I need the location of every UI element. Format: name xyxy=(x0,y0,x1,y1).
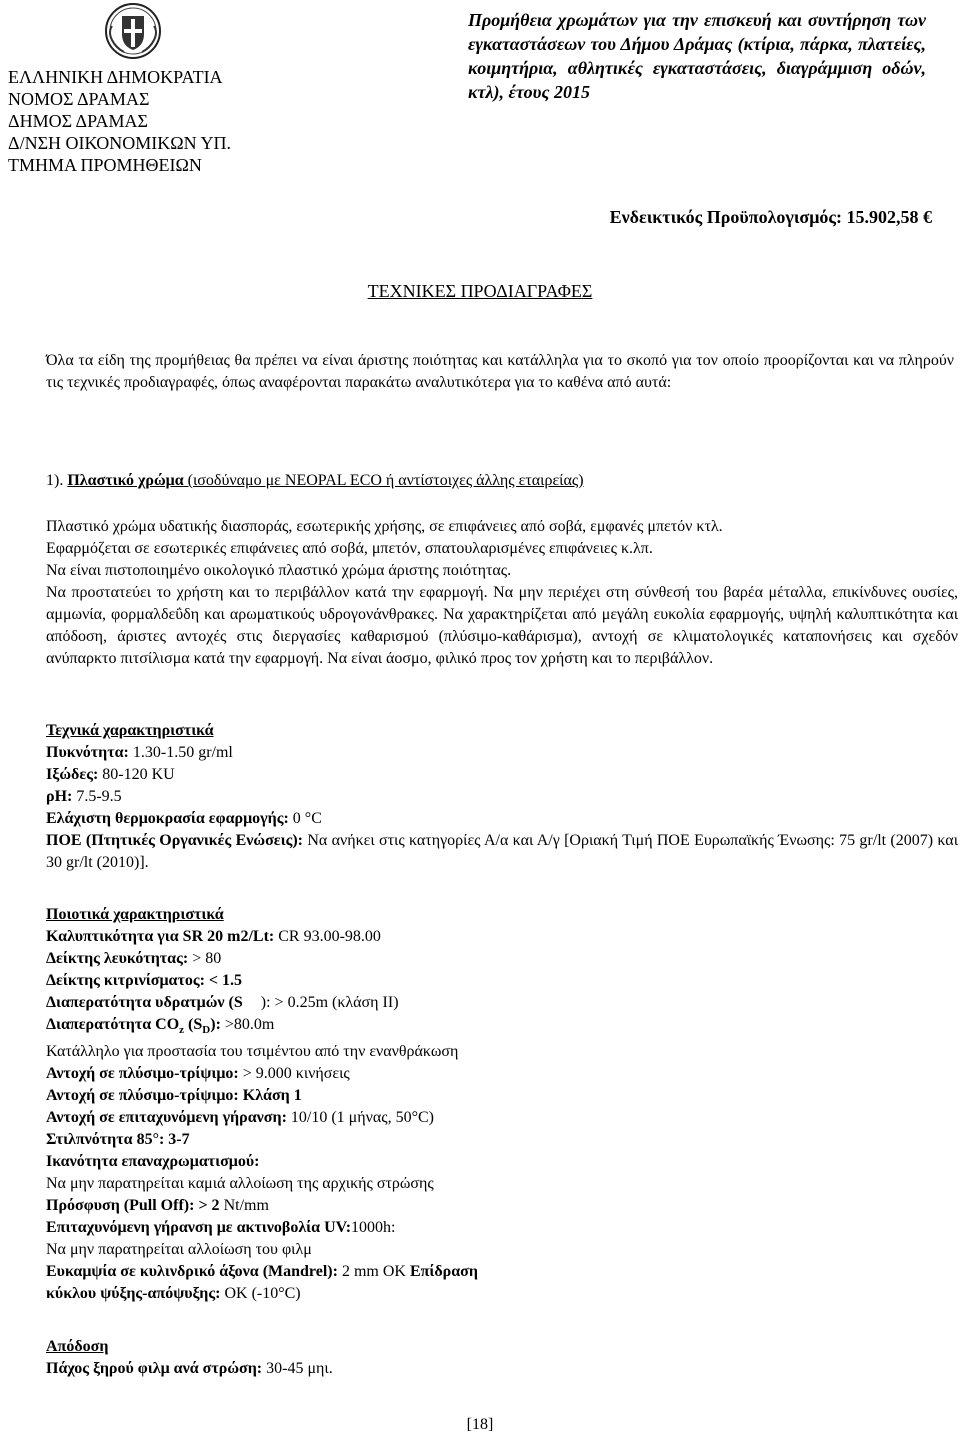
issuer-prefecture: ΝΟΜΟΣ ΔΡΑΜΑΣ xyxy=(8,89,150,109)
density-row: Πυκνότητα: 1.30-1.50 gr/ml xyxy=(46,744,233,761)
freeze-thaw-row: κύκλου ψύξης-απόψυξης: OK (-10°C) xyxy=(46,1285,301,1303)
uv-note-row: Να μην παρατηρείται αλλοίωση του φιλμ xyxy=(46,1241,312,1259)
item-name: Πλαστικό χρώμα xyxy=(67,472,184,489)
scrub-class-row: Αντοχή σε πλύσιμο-τρίψιμο: Κλάση 1 xyxy=(46,1087,302,1105)
technical-specifications-heading: ΤΕΧΝΙΚΕΣ ΠΡΟΔΙΑΓΡΑΦΕΣ xyxy=(367,281,593,301)
co2-permeability-row: Διαπερατότητα $CO_z$ $(S_D)$: >80.0m xyxy=(46,1016,275,1037)
paint-description xyxy=(46,516,958,670)
viscosity-row: Ιξώδες: 80-120 KU xyxy=(46,766,175,783)
recoat-value-row: Να μην παρατηρείται καμιά αλλοίωση της αρχικής στρώσης xyxy=(46,1175,434,1193)
adhesion-row: Πρόσφυση (Pull Off): > 2 Nt/mm xyxy=(46,1197,269,1215)
whiteness-row: Δείκτης λευκότητας: > 80 xyxy=(46,950,222,967)
greek-coat-of-arms-emblem xyxy=(104,2,162,60)
recoat-label-row: Ικανότητα επαναχρωματισμού: xyxy=(46,1153,260,1171)
technical-header: Τεχνικά χαρακτηριστικά xyxy=(46,722,214,739)
procurement-subject: Προμήθεια χρωμάτων για την επισκευή και συντήρηση των εγκαταστάσεων του Δήμου Δράμας (κτίρια, πάρκα, πλατείες, κοιμητήρια, αθλητικές εγκαταστάσεις, διαγράμμιση οδών, κτλ), έτους 2015 xyxy=(468,10,926,102)
indicative-budget: Ενδεικτικός Προϋπολογισμός: 15.902,58 € xyxy=(609,207,932,227)
technical-characteristics xyxy=(46,720,958,874)
item-title xyxy=(46,470,584,492)
description-line: Να προστατεύει το χρήστη και το περιβάλλον κατά την εφαρμογή. Να μην περιέχει στη σύνθεσή του βαρέα μέταλλα, επικίνδυνες ουσίες, αμμωνία, φορμαλδεΰδη και αρωματικούς υδρογονάνθρακες. Να χαρακτηρίζεται από μεγάλη ευκολία εφαρμογής, υψηλή καλυπτικότητα και απόδοση, άριστες αντοχές στις διεργασίες καθαρισμού (πλύσιμο-καθάρισμα), αντοχή σε κλιματολογικές καταπονήσεις και σχεδόν ανύπαρκτο πιτσίλισμα κατά την εφαρμογή. Να είναι άοσμο, φιλικό προς τον χρήστη και το περιβάλλον. xyxy=(46,584,958,667)
coverage-row: Καλυπτικότητα για SR 20 m2/Lt: CR 93.00-98.00 xyxy=(46,928,381,945)
ph-row: ρH: 7.5-9.5 xyxy=(46,788,122,805)
gloss-row: Στιλπνότητα 85°: 3-7 xyxy=(46,1131,190,1149)
mandrel-row: Ευκαμψία σε κυλινδρικό άξονα (Mandrel): 2 mm OK Επίδραση xyxy=(46,1263,478,1281)
description-line: Εφαρμόζεται σε εσωτερικές επιφάνειες από σοβά, μπετόν, σπατουλαρισμένες επιφάνειες κ.λπ. xyxy=(46,540,653,557)
item-number: 1). xyxy=(46,472,64,489)
issuer-department: ΤΜΗΜΑ ΠΡΟΜΗΘΕΙΩΝ xyxy=(8,155,202,175)
intro-paragraph: Όλα τα είδη της προμήθειας θα πρέπει να είναι άριστης ποιότητας και κατάλληλα για το σκοπό για τον οποίο προορίζονται και να πληρούν τις τεχνικές προδιαγραφές, όπως αναφέρονται παρακάτω αναλυτικότερα για το καθένα από αυτά: xyxy=(46,352,954,391)
quality-header: Ποιοτικά χαρακτηριστικά xyxy=(46,906,224,923)
voc-row: ΠΟΕ (Πτητικές Οργανικές Ενώσεις): Να ανήκει στις κατηγορίες Α/α και Α/γ [Οριακή Τιμή ΠΟΕ Ευρωπαϊκής Ένωσης: 75 gr/lt (2007) και 30 gr/lt (2010)]. xyxy=(46,832,958,871)
description-line: Να είναι πιστοποιημένο οικολογικό πλαστικό χρώμα άριστης ποιότητας. xyxy=(46,562,512,579)
description-line: Πλαστικό χρώμα υδατικής διασποράς, εσωτερικής χρήσης, σε επιφάνειες από σοβά, εμφανές μπετόν κτλ. xyxy=(46,518,723,535)
issuer-block xyxy=(8,66,308,176)
yield-header: Απόδοση xyxy=(46,1338,109,1355)
page-number: [18] xyxy=(466,1416,494,1433)
issuer-directorate: Δ/ΝΣΗ ΟΙΚΟΝΟΜΙΚΩΝ ΥΠ. xyxy=(8,133,232,153)
film-thickness-row: Πάχος ξηρού φιλμ ανά στρώση: 30-45 μηι. xyxy=(46,1360,333,1377)
vapour-permeability-row: Διαπερατότητα υδρατμών (S ): > 0.25m (κλάση ΙΙ) xyxy=(46,994,399,1011)
carbonation-row: Κατάλληλο για προστασία του τσιμέντου από την ενανθράκωση xyxy=(46,1043,459,1061)
uv-aging-row: Επιταχυνόμενη γήρανση με ακτινοβολία UV:1000h: xyxy=(46,1219,396,1237)
quality-characteristics xyxy=(46,904,958,1305)
issuer-country: ΕΛΛΗΝΙΚΗ ΔΗΜΟΚΡΑΤΙΑ xyxy=(8,67,223,87)
issuer-municipality: ΔΗΜΟΣ ΔΡΑΜΑΣ xyxy=(8,111,148,131)
scrub-resistance-row: Αντοχή σε πλύσιμο-τρίψιμο: > 9.000 κινήσεις xyxy=(46,1065,350,1083)
item-equivalence-note: (ισοδύναμο με NEOPAL ECO ή αντίστοιχες άλλης εταιρείας) xyxy=(183,472,584,489)
yield-section xyxy=(46,1336,958,1380)
aging-row: Αντοχή σε επιταχυνόμενη γήρανση: 10/10 (1 μήνας, 50°C) xyxy=(46,1109,434,1127)
min-temp-row: Ελάχιστη θερμοκρασία εφαρμογής: 0 °C xyxy=(46,810,322,827)
yellowness-row: Δείκτης κιτρινίσματος: < 1.5 xyxy=(46,972,243,989)
